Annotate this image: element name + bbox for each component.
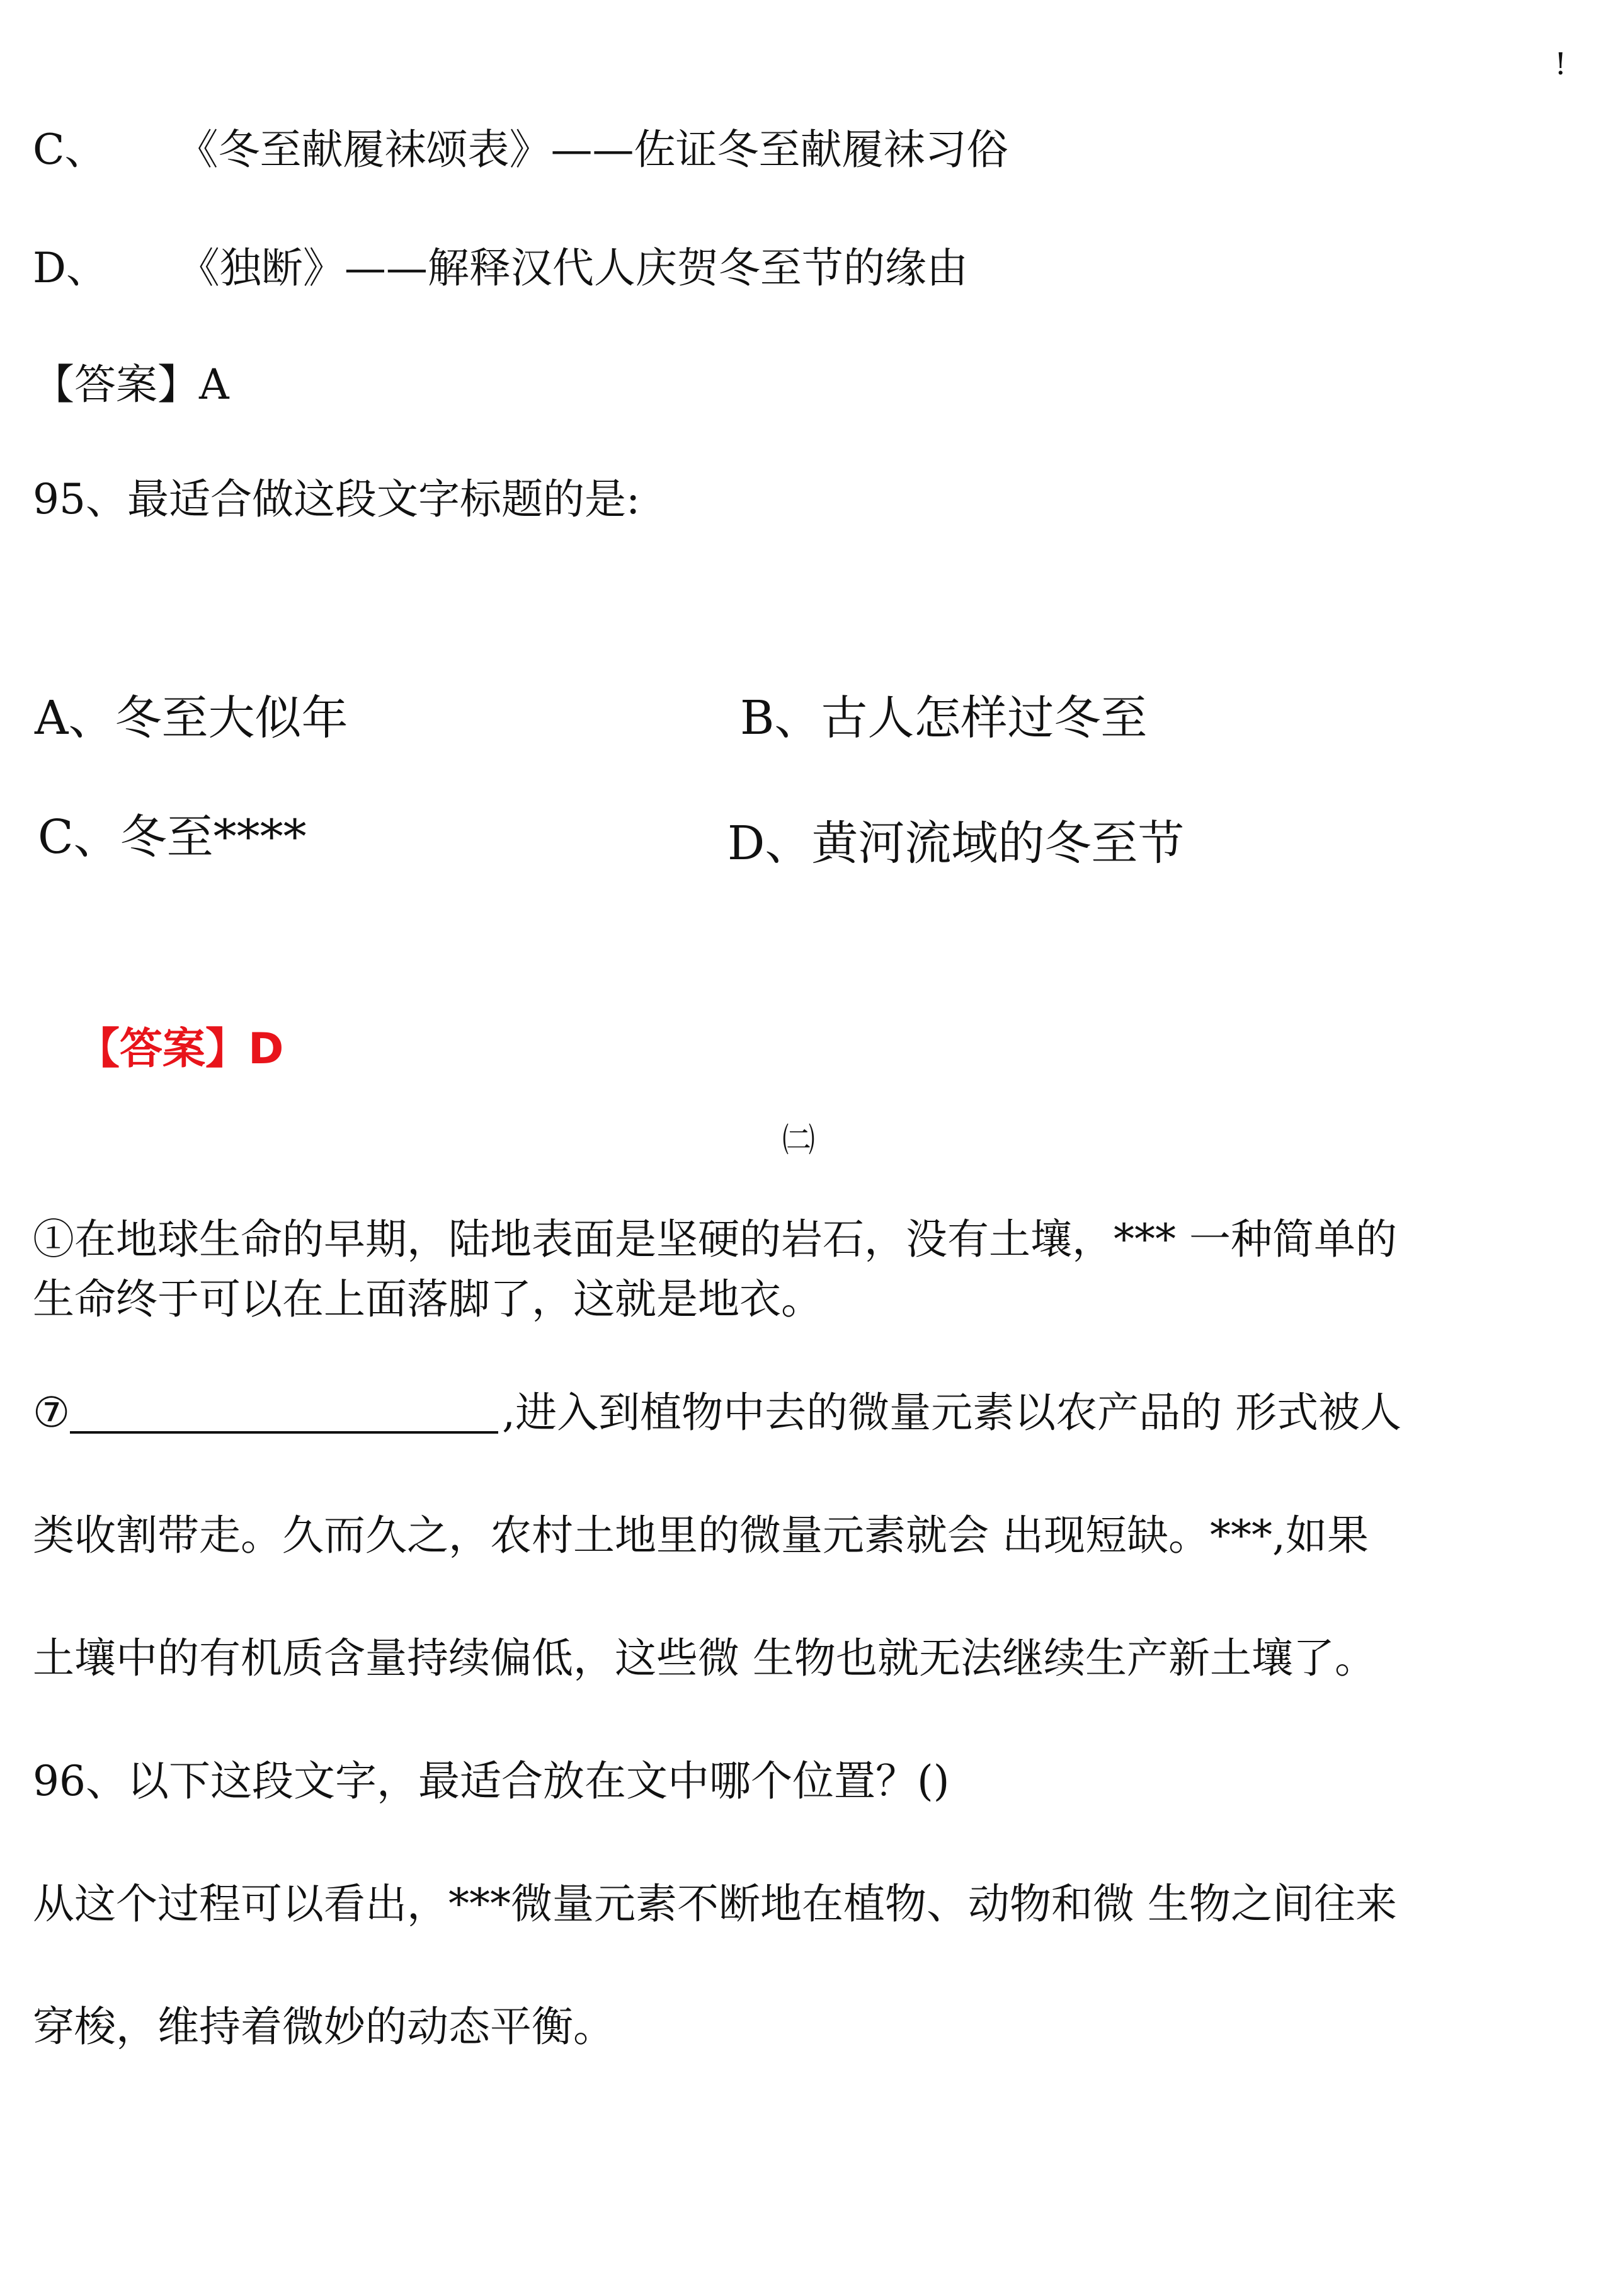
q94-option-d: [33, 244, 968, 292]
q95-option-b: B、古人怎样过冬至: [740, 691, 1148, 745]
passage-para7-line3: 土壤中的有机质含量持续偏低，这些微 生物也就无法继续生产新土壤了。: [33, 1634, 1376, 1682]
q96-question: 96、以下这段文字，最适合放在文中哪个位置？(): [33, 1757, 950, 1805]
page-mark: !: [1554, 47, 1567, 82]
q95-answer: 【答案】D: [77, 1024, 284, 1074]
q94-option-c: [33, 125, 1008, 174]
q96-quote-line2: 穿梭，维持着微妙的动态平衡。: [33, 2002, 615, 2051]
q94-option-c-letter: C、: [33, 125, 106, 174]
fill-in-blank: [70, 1392, 498, 1434]
q94-option-d-letter: D、: [33, 244, 108, 292]
q94-answer: 【答案】A: [33, 360, 229, 409]
passage-para1-line2: 生命终于可以在上面落脚了，这就是地衣。: [33, 1275, 823, 1323]
passage-para7-line2: 类收割带走。久而久之，农村土地里的微量元素就会 出现短缺。***,如果: [33, 1511, 1369, 1560]
para7-marker: ⑦: [33, 1388, 71, 1437]
q94-option-d-text: 《独断》——解释汉代人庆贺冬至节的缘由: [178, 244, 968, 292]
q95-option-d: D、黄河流域的冬至节: [727, 816, 1185, 871]
q94-option-c-text: 《冬至献履袜颂表》——佐证冬至献履袜习俗: [176, 125, 1008, 174]
q95-question: 95、最适合做这段文字标题的是:: [33, 475, 641, 523]
section-title: ㈡: [782, 1122, 816, 1160]
q96-quote-line1: 从这个过程可以看出，***微量元素不断地在植物、动物和微 生物之间往来: [33, 1880, 1397, 1928]
q95-option-c: C、冬至****: [38, 810, 307, 864]
para7-line1-text: ,进入到植物中去的微量元素以农产品的 形式被人: [502, 1388, 1402, 1437]
q95-option-a: A、冬至大似年: [35, 691, 348, 745]
passage-para7-line1: [33, 1388, 1402, 1437]
passage-para1-line1: ①在地球生命的早期，陆地表面是坚硬的岩石，没有土壤，*** 一种简单的: [33, 1215, 1397, 1264]
